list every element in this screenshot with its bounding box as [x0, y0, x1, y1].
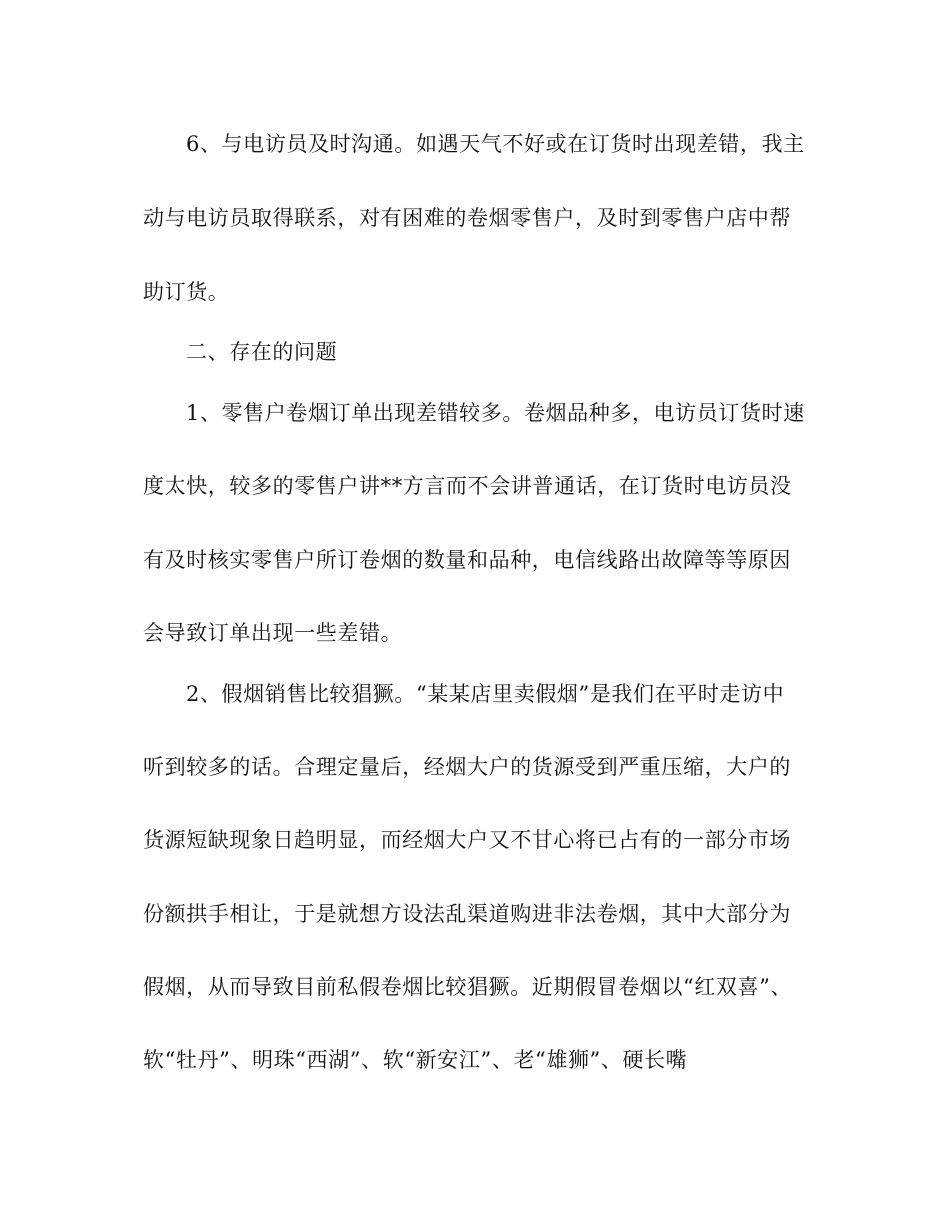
paragraph-6-line-3: 助订货。	[143, 280, 230, 304]
paragraph-6-line-2: 动与电访员取得联系，对有困难的卷烟零售户，及时到零售户店中帮	[143, 206, 791, 230]
problem-2-line-3: 货源短缺现象日趋明显，而经烟大户又不甘心将已占有的一部分市场	[143, 828, 791, 852]
problem-2-line-2: 听到较多的话。合理定量后，经烟大户的货源受到严重压缩，大户的	[143, 755, 791, 779]
problem-2-line-4: 份额拱手相让，于是就想方设法乱渠道购进非法卷烟，其中大部分为	[143, 902, 791, 926]
problem-2-line-1: 2、假烟销售比较猖獗。“某某店里卖假烟”是我们在平时走访中	[186, 682, 785, 706]
paragraph-6-line-1: 6、与电访员及时沟通。如遇天气不好或在订货时出现差错，我主	[186, 132, 805, 156]
problem-1-line-3: 有及时核实零售户所订卷烟的数量和品种，电信线路出故障等等原因	[143, 548, 791, 572]
problem-2-line-6: 软“牡丹”、明珠“西湖”、软“新安江”、老“雄狮”、硬长嘴	[143, 1048, 688, 1072]
problem-1-line-4: 会导致订单出现一些差错。	[143, 621, 403, 645]
problem-2-line-5: 假烟，从而导致目前私假卷烟比较猖獗。近期假冒卷烟以“红双喜”、	[143, 975, 793, 999]
problem-1-line-2: 度太快，较多的零售户讲**方言而不会讲普通话，在订货时电访员没	[143, 474, 792, 498]
section-heading-problems: 二、存在的问题	[186, 340, 338, 364]
problem-1-line-1: 1、零售户卷烟订单出现差错较多。卷烟品种多，电访员订货时速	[186, 401, 805, 425]
